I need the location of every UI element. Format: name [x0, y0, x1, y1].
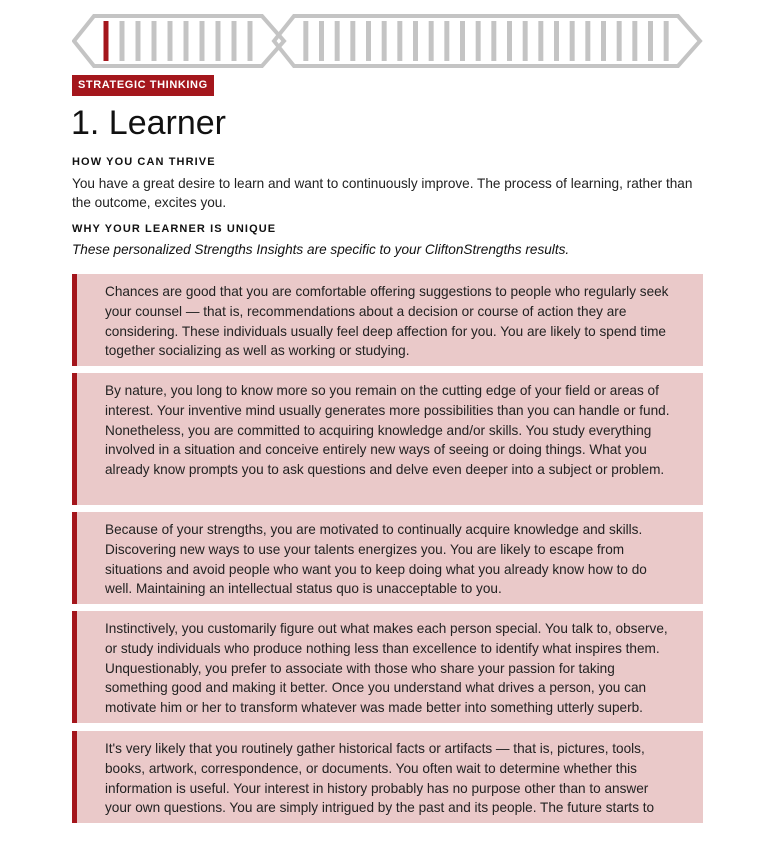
theme-rank-graphic	[72, 13, 704, 69]
rank-bar	[216, 21, 221, 61]
insight-text: It's very likely that you routinely gather historical facts or artifacts — that is, pictures, tools, books, artwork, correspondence, or documents. You often wait to determine whether this information is useful. Your interest in history probably has no purpose other than to answer your own questions. You are simply intrigued by the past and its people. The future starts to	[105, 741, 655, 816]
rank-bar	[538, 21, 543, 61]
insight-block	[72, 611, 703, 723]
rank-bar	[168, 21, 173, 61]
rank-bar	[366, 21, 371, 61]
rank-bar	[232, 21, 237, 61]
rank-bar	[444, 21, 449, 61]
rank-bar	[335, 21, 340, 61]
rank-bars	[104, 21, 669, 61]
thrive-description: You have a great desire to learn and want to continuously improve. The process of learning, rather than the outcome, excites you.	[72, 176, 693, 210]
rank-bar	[413, 21, 418, 61]
rank-bar	[648, 21, 653, 61]
rank-bar-active	[104, 21, 109, 61]
insight-text: By nature, you long to know more so you remain on the cutting edge of your field or areas of interest. Your inventive mind usually generates more possibilities than you can handle or fund. Nonetheless, you are committed to acquiring knowledge and/or skills. You study everything involved in a situation and conceive entirely new ways of seeing or doing things. What you already know prompts you to ask questions and delve even deeper into a subject or problem.	[105, 383, 670, 478]
category-badge: STRATEGIC THINKING	[72, 75, 214, 96]
rank-bar	[491, 21, 496, 61]
rank-bar	[507, 21, 512, 61]
insight-text: Because of your strengths, you are motivated to continually acquire knowledge and skills. Discovering new ways to use your talents energizes you. You are likely to escape from situations and avoid people who want you to keep doing what you already know how to do well. Maintaining an intellectual status quo is unacceptable to you.	[105, 522, 647, 597]
rank-bar	[397, 21, 402, 61]
insight-text: Chances are good that you are comfortable offering suggestions to people who regularly seek your counsel — that is, recommendations about a decision or course of action they are considering. These individuals usually feel deep affection for you. You are likely to spend time together socializing as well as working or studying.	[105, 284, 669, 359]
rank-bar	[460, 21, 465, 61]
rank-bar	[429, 21, 434, 61]
rank-bar	[248, 21, 253, 61]
rank-bar	[554, 21, 559, 61]
insight-block	[72, 512, 703, 604]
insight-block	[72, 731, 703, 823]
rank-bar	[476, 21, 481, 61]
rank-bar	[184, 21, 189, 61]
insight-block	[72, 373, 703, 505]
rank-bar	[632, 21, 637, 61]
rank-bar	[319, 21, 324, 61]
insight-block	[72, 274, 703, 366]
rank-bar	[617, 21, 622, 61]
rank-bar	[303, 21, 308, 61]
rank-bar	[570, 21, 575, 61]
insight-text: Instinctively, you customarily figure out what makes each person special. You talk to, observe, or study individuals who produce nothing less than excellence to identify what inspires them. Unquestionably, you prefer to associate with those who share your passion for taking something good and making it better. Once you understand what drives a person, you can motivate him or her to transform whatever was made better into something utterly superb.	[105, 621, 668, 716]
rank-bar	[664, 21, 669, 61]
unique-subtitle: These personalized Strengths Insights are specific to your CliftonStrengths results.	[72, 242, 570, 257]
rank-bar	[601, 21, 606, 61]
unique-heading: WHY YOUR LEARNER IS UNIQUE	[72, 223, 277, 235]
page-title: 1. Learner	[71, 104, 226, 142]
rank-bar	[152, 21, 157, 61]
rank-bar	[200, 21, 205, 61]
rank-bar	[382, 21, 387, 61]
rank-bar	[120, 21, 125, 61]
rank-bar	[136, 21, 141, 61]
rank-bar	[585, 21, 590, 61]
rank-bar	[350, 21, 355, 61]
rank-bar	[523, 21, 528, 61]
thrive-heading: HOW YOU CAN THRIVE	[72, 156, 216, 168]
